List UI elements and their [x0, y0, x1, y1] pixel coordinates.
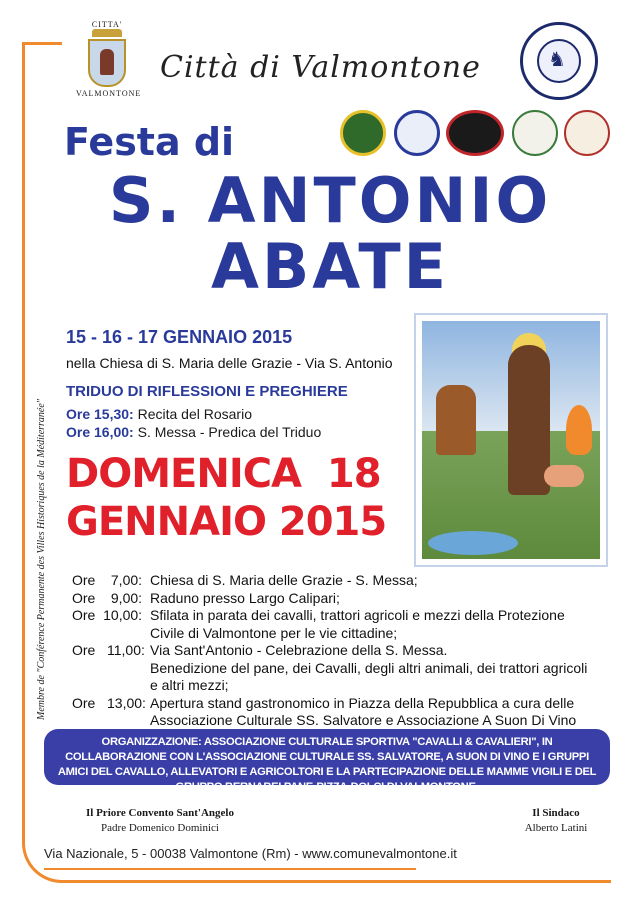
- schedule-line: Civile di Valmontone per le vie cittadine;: [150, 624, 398, 641]
- orange-border-top: [22, 42, 62, 45]
- schedule-row: [72, 590, 612, 608]
- schedule-row: [72, 572, 612, 590]
- schedule-time: Ore 11,00:: [72, 642, 145, 658]
- signature-right-role: Il Sindaco: [532, 807, 580, 819]
- main-day-line1: DOMENICA 18: [66, 451, 381, 497]
- schedule-time: Ore 13,00:: [72, 694, 146, 711]
- crown-icon: [92, 29, 122, 37]
- main-day-line2: GENNAIO 2015: [66, 499, 387, 545]
- pig-figure: [544, 465, 584, 487]
- schedule-line: Raduno presso Largo Calipari;: [150, 589, 340, 606]
- triduo-schedule: [66, 405, 321, 441]
- city-title: Città di Valmontone: [160, 50, 481, 85]
- organization-box: ORGANIZZAZIONE: ASSOCIAZIONE CULTURALE SPORTIVA "CAVALLI & CAVALIERI", IN COLLABORAZIONE CON L'ASSOCIAZIONE CULTURALE SS. SALVATORE, A SUON DI VINO E I GRUPPI AMICI DEL CAVALLO, ALLEVATORI E AGRICOLTORI E LA PARTECIPAZIONE DELLE MAMME VIGILI E DEL GRUPPO BERNABEI PANE-PIZZA-DOLCI DI VALMONTONE.: [44, 729, 610, 785]
- schedule-line: Chiesa di S. Maria delle Grazie - S. Messa;: [150, 572, 418, 588]
- fire-figure: [566, 405, 592, 455]
- sponsor-logo-2: [394, 110, 440, 156]
- side-vertical-text: Membre de "Conférence Permanente des Villes Historiques de la Méditerranée": [36, 399, 47, 720]
- triduo-time: Ore 16,00:: [66, 424, 134, 440]
- schedule-desc: [150, 607, 612, 642]
- triduo-text: Recita del Rosario: [133, 406, 252, 422]
- schedule-line: e altri mezzi;: [150, 677, 229, 693]
- horse-figure: [436, 385, 476, 455]
- schedule-line: Apertura stand gastronomico in Piazza della Repubblica a cura delle: [150, 694, 575, 711]
- signature-left: [60, 806, 260, 836]
- schedule-desc: [150, 642, 612, 695]
- saint-title: [60, 164, 600, 303]
- signature-left-name: Padre Domenico Dominici: [101, 822, 219, 834]
- schedule-line: Sfilata in parata dei cavalli, trattori agricoli e mezzi della Protezione: [150, 607, 565, 623]
- sunday-schedule: [72, 572, 612, 730]
- sponsor-logo-1: [340, 110, 386, 156]
- schedule-row: [72, 607, 612, 642]
- schedule-line: Associazione Culturale SS. Salvatore e Associazione A Suon Di Vino: [150, 712, 577, 728]
- festa-di-heading: Festa di: [64, 120, 235, 164]
- triduo-dates: 15 - 16 - 17 GENNAIO 2015: [66, 327, 293, 347]
- schedule-time: Ore 9,00:: [72, 589, 143, 606]
- schedule-desc: [150, 695, 612, 730]
- footer-divider: [44, 868, 416, 870]
- schedule-desc: [150, 572, 612, 590]
- signature-right: [506, 806, 606, 836]
- triduo-text: S. Messa - Predica del Triduo: [133, 424, 322, 440]
- main-day-heading: [66, 450, 386, 546]
- signature-left-role: Il Priore Convento Sant'Angelo: [86, 807, 234, 819]
- saint-title-line2: ABATE: [210, 230, 450, 303]
- association-logo: [520, 22, 598, 100]
- triduo-item: [66, 405, 321, 423]
- sponsor-logo-4: [512, 110, 558, 156]
- sponsor-logo-a-suon-di-vino: [446, 110, 504, 156]
- crest-top-text: CITTA': [91, 20, 123, 29]
- schedule-time: Ore 10,00:: [72, 607, 143, 623]
- horse-rider-icon: ♞: [548, 49, 566, 71]
- shield-icon: [88, 39, 126, 87]
- saint-title-line1: S. ANTONIO: [108, 164, 552, 237]
- city-crest: [76, 20, 142, 102]
- triduo-heading: TRIDUO DI RIFLESSIONI E PREGHIERE: [66, 383, 348, 400]
- pond-figure: [428, 531, 518, 555]
- schedule-line: Via Sant'Antonio - Celebrazione della S. Messa.: [150, 642, 448, 658]
- schedule-time: Ore 7,00:: [72, 572, 143, 588]
- crest-bottom-text: VALMONTONE: [76, 89, 142, 98]
- saint-antonio-painting: [414, 313, 608, 567]
- schedule-desc: [150, 590, 612, 608]
- footer-address: Via Nazionale, 5 - 00038 Valmontone (Rm) - www.comunevalmontone.it: [44, 846, 457, 861]
- sponsor-logo-tractor: [564, 110, 610, 156]
- triduo-time: Ore 15,30:: [66, 406, 134, 422]
- triduo-item: [66, 423, 321, 441]
- signature-right-name: Alberto Latini: [524, 822, 588, 834]
- triduo-place: nella Chiesa di S. Maria delle Grazie - Via S. Antonio: [66, 355, 393, 371]
- schedule-line: Benedizione del pane, dei Cavalli, degli altri animali, dei trattori agricoli: [150, 659, 588, 676]
- schedule-row: [72, 642, 612, 695]
- schedule-row: [72, 695, 612, 730]
